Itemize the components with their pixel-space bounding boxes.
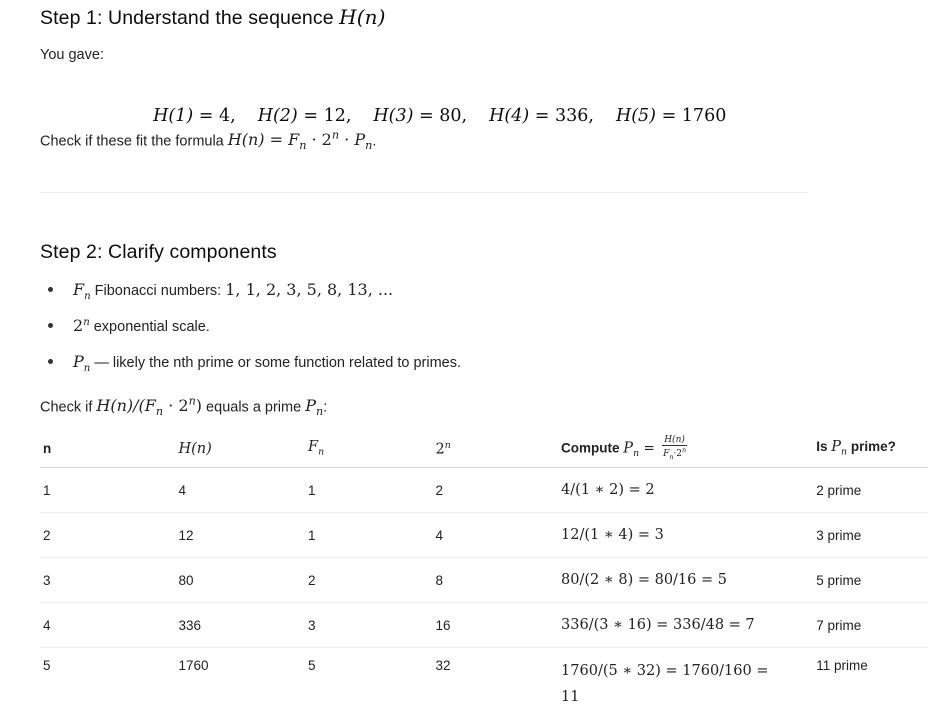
cell-two-pow: 8 [436, 558, 562, 603]
header-n: n [40, 430, 178, 468]
step1-check-line [40, 129, 376, 153]
cell-prime: 11 prime [816, 658, 868, 673]
check-math-end: ) [195, 396, 203, 416]
cell-compute: 80/(2 ∗ 8) = 80/16 = 5 [561, 558, 816, 603]
cell-n: 3 [40, 558, 178, 603]
cell-h: 12 [178, 513, 308, 558]
step1-check-suffix: . [372, 133, 377, 150]
fraction-numerator: H(n) [662, 435, 687, 446]
den-f: F [663, 448, 670, 459]
compute-line-2: 11 [561, 689, 580, 705]
cell-n: 1 [40, 468, 178, 513]
header-two-sup: n [444, 439, 451, 451]
sequence-value [258, 106, 352, 126]
sequence-value-lhs: H(5) [615, 106, 656, 126]
step1-intro: You gave: [40, 47, 104, 63]
bullet-content [73, 316, 210, 335]
step2-check-math [96, 395, 203, 419]
table-row [40, 648, 928, 713]
formula-end: · P [339, 130, 366, 150]
formula-mid: · 2 [306, 130, 332, 150]
compute-line-1: 1760/(5 ∗ 32) = 1760/160 = [561, 663, 769, 679]
bullet-text: exponential scale. [89, 319, 210, 335]
bullet-math: 2 [73, 316, 84, 335]
sequence-value-rhs: 1760 [681, 106, 727, 126]
header-f-math: F [308, 439, 319, 456]
cell-compute [561, 648, 816, 713]
step2-check-line [40, 395, 327, 419]
table-row [40, 513, 928, 558]
cell-f: 1 [308, 513, 436, 558]
sequence-value-rhs: 4, [219, 106, 236, 126]
sequence-value-lhs: H(1) [153, 106, 194, 126]
den-sup: n [681, 446, 687, 454]
cell-two-pow: 4 [436, 513, 562, 558]
bullet-sub: n [83, 362, 91, 374]
header-prime-math: P [831, 439, 842, 456]
step1-formula [227, 129, 373, 153]
bullet-math: F [73, 280, 85, 299]
header-two-pow [436, 430, 562, 468]
bullet-math-after: 1, 1, 2, 3, 5, 8, 13, ... [225, 280, 394, 299]
bullet-sub: n [84, 290, 91, 302]
sequence-value [373, 106, 467, 126]
header-f [308, 430, 436, 468]
header-compute-sub: n [633, 447, 640, 459]
bullet-dot [48, 287, 53, 292]
cell-compute: 4/(1 ∗ 2) = 2 [561, 468, 816, 513]
cell-prime: 5 prime [816, 558, 928, 603]
formula-part: H(n) = F [227, 130, 300, 150]
cell-h: 1760 [178, 658, 209, 673]
sequence-value-rhs: 80, [439, 106, 468, 126]
cell-f: 5 [308, 658, 316, 673]
sequence-value [153, 106, 236, 126]
step2-check-prefix: Check if [40, 399, 93, 416]
step2-check-suffix: : [323, 399, 328, 416]
sequence-value-eq: = [656, 106, 682, 126]
header-compute-eq: = [639, 440, 660, 457]
cell-compute: 336/(3 ∗ 16) = 336/48 = 7 [561, 603, 816, 648]
step1-heading-text: Step 1: Understand the sequence [40, 7, 334, 29]
cell-n: 5 [43, 658, 51, 673]
cell-f: 1 [308, 468, 436, 513]
sequence-value-eq: = [413, 106, 440, 126]
den-rest: ·2 [673, 448, 682, 459]
header-prime-prefix: Is [816, 439, 832, 455]
check-math-sub: n [155, 405, 164, 419]
sequence-value-rhs: 12, [323, 106, 352, 126]
table-header-row [40, 430, 928, 468]
check-math2-part: P [305, 396, 316, 416]
formula-sub2: n [365, 139, 373, 153]
bullet-sup: n [83, 317, 90, 329]
sequence-value-lhs: H(3) [373, 106, 414, 126]
cell-two-pow: 2 [436, 468, 562, 513]
table-row [40, 468, 928, 513]
bullet-dot [48, 323, 53, 328]
formula-sub: n [299, 139, 307, 153]
check-math2-sub: n [315, 405, 324, 419]
sequence-value [489, 106, 594, 126]
cell-two-pow: 16 [436, 603, 562, 648]
header-prime-sub: n [841, 446, 848, 458]
sequence-value-eq: = [297, 106, 324, 126]
header-compute [561, 430, 816, 468]
sequence-value-lhs: H(2) [257, 106, 298, 126]
fraction-denominator [662, 446, 687, 463]
header-compute-math: P [623, 440, 634, 457]
cell-n: 2 [40, 513, 178, 558]
prime-check-table [40, 430, 928, 712]
step1-check-prefix: Check if these fit the formula [40, 133, 224, 150]
check-math-mid: · 2 [163, 396, 189, 416]
step2-heading: Step 2: Clarify components [40, 241, 277, 263]
header-f-sub: n [318, 446, 325, 458]
sequence-value [616, 106, 726, 126]
bullet-content [73, 280, 393, 302]
sequence-value-lhs: H(4) [489, 106, 530, 126]
header-h: H(n) [178, 430, 308, 468]
header-compute-fraction [662, 435, 687, 463]
check-math-part: H(n)/(F [96, 396, 156, 416]
cell-prime: 2 prime [816, 468, 928, 513]
step1-heading-math: H(n) [339, 5, 386, 29]
sequence-value-eq: = [193, 106, 219, 126]
cell-h: 80 [178, 558, 308, 603]
cell-prime: 7 prime [816, 603, 928, 648]
cell-n: 4 [40, 603, 178, 648]
header-is-prime [816, 430, 928, 468]
header-prime-suffix: prime? [847, 439, 896, 455]
cell-h: 336 [178, 603, 308, 648]
bullet-content [73, 352, 461, 374]
bullet-math: P [73, 352, 84, 371]
sequence-values [153, 106, 726, 126]
sequence-value-eq: = [529, 106, 555, 126]
cell-prime: 3 prime [816, 513, 928, 558]
step1-heading [40, 5, 386, 30]
sequence-value-rhs: 336, [554, 106, 594, 126]
step2-check-math2 [305, 396, 324, 419]
header-two-math: 2 [435, 441, 445, 458]
cell-f: 2 [308, 558, 436, 603]
section-divider [40, 192, 808, 193]
cell-f: 3 [308, 603, 436, 648]
bullet-text: Fibonacci numbers: [90, 283, 226, 299]
bullet-text: — likely the nth prime or some function related to primes. [90, 355, 462, 371]
den-sub: n [669, 453, 674, 461]
sequence-values-equation [142, 86, 726, 126]
check-math-sup: n [188, 395, 196, 408]
table-row [40, 603, 928, 648]
bullet-dot [48, 359, 53, 364]
cell-h: 4 [178, 468, 308, 513]
header-compute-text: Compute [561, 440, 624, 456]
formula-sup: n [331, 129, 340, 142]
cell-compute: 12/(1 ∗ 4) = 3 [561, 513, 816, 558]
step2-check-mid: equals a prime [202, 399, 306, 416]
table-row [40, 558, 928, 603]
cell-two-pow: 32 [435, 658, 451, 673]
